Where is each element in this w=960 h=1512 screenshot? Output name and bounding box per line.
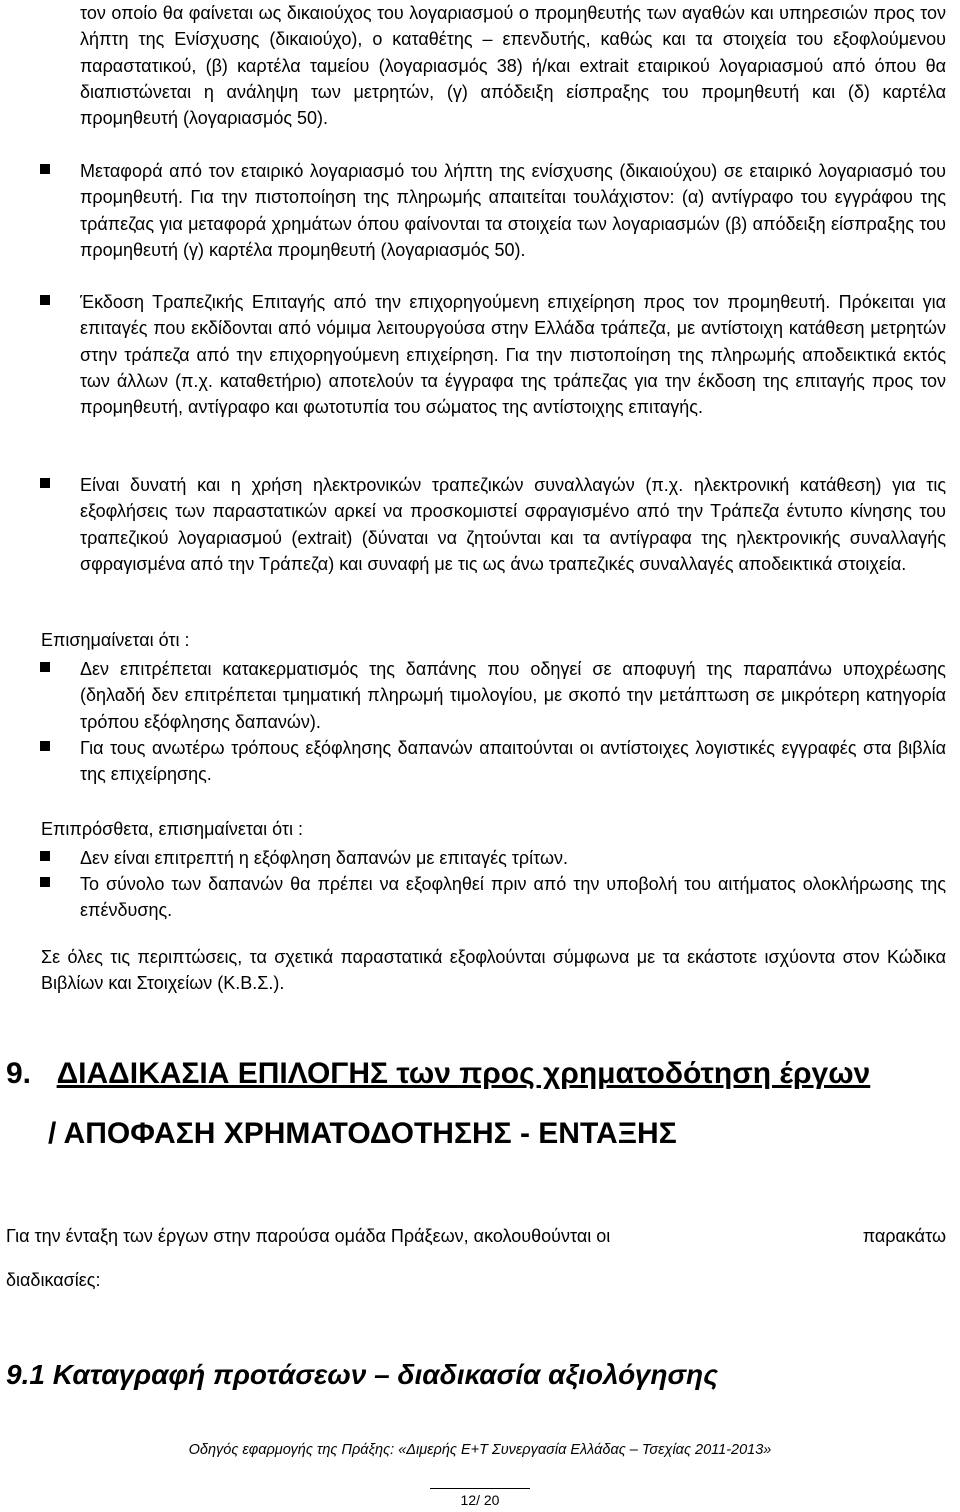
square-bullet-icon [40,877,50,887]
square-bullet-icon [40,295,50,305]
section-number: 9. [6,1057,32,1090]
list-item-text: Μεταφορά από τον εταιρικό λογαριασμό του λήπτη της ενίσχυσης (δικαιούχου) σε εταιρικό λογαριασμό του προμηθευτή. Για την πιστοποίηση της πληρωμής απαιτείται τουλάχιστον: (α) αντίγραφο του εγγράφου της τράπεζας για μεταφορά χρημάτων όπου φαίνονται τα στοιχεία των λογαριασμών (β) απόδειξη είσπραξης του προμηθευτή (γ) καρτέλα προμηθευτή (λογαριασμός 50). [80,161,946,260]
list-item-text: Το σύνολο των δαπανών θα πρέπει να εξοφληθεί πριν από την υποβολή του αιτήματος ολοκλήρωσης της επένδυσης. [80,874,946,921]
square-bullet-icon [40,164,50,174]
list-item [80,158,946,263]
list-item-text: Είναι δυνατή και η χρήση ηλεκτρονικών τραπεζικών συναλλαγών (π.χ. ηλεκτρονική κατάθεση) για τις εξοφλήσεις των παραστατικών αρκεί να προσκομιστεί σφραγισμένο από την Τράπεζα έντυπο κίνησης του τραπεζικού λογαριασμού (extrait) (δύναται να ζητούνται και τα αντίγραφα της ηλεκτρονικής συναλλαγής σφραγισμένα από την Τράπεζα) και συναφή με τις ως άνω τραπεζικές συναλλαγές αποδεικτικά στοιχεία. [80,475,946,574]
footer-text: Οδηγός εφαρμογής της Πράξης: «Διμερής Ε+Τ Συνεργασία Ελλάδας – Τσεχίας 2011-2013» [188,1442,772,1458]
closing-paragraph: Σε όλες τις περιπτώσεις, τα σχετικά παραστατικά εξοφλούνται σύμφωνα με τα εκάστοτε ισχύοντα στον Κώδικα Βιβλίων και Στοιχείων (Κ.Β.Σ.). [41,947,946,994]
page-number: 12/ 20 [460,1492,500,1508]
list-item [80,472,946,577]
list-item [80,656,946,735]
list-item [80,289,946,420]
list-item [80,735,946,788]
section-title: ΔΙΑΔΙΚΑΣΙΑ ΕΠΙΛΟΓΗΣ των προς χρηματοδότηση έργων [56,1057,871,1090]
square-bullet-icon [40,741,50,751]
intro-text-end: παρακάτω [862,1226,946,1246]
subsection-title: Καταγραφή προτάσεων – διαδικασία αξιολόγησης [52,1359,719,1390]
footer-divider [430,1488,530,1489]
square-bullet-icon [40,662,50,672]
list-item-text: Έκδοση Τραπεζικής Επιταγής από την επιχορηγούμενη επιχείρηση προς τον προμηθευτή. Πρόκειται για επιταγές που εκδίδονται από νόμιμα λειτουργούσα στην Ελλάδα τράπεζα, με αντίστοιχη κατάθεση μετρητών στην τράπεζα από την επιχορηγούμενη επιχείρηση. Για την πιστοποίηση της πληρωμής αποδεικτικά εκτός των άλλων (π.χ. καταθετήριο) αποτελούν τα έγγραφα της τράπεζας για την έκδοση της επιταγής προς τον προμηθευτή, αντίγραφο και φωτοτυπία του σώματος της αντίστοιχης επιταγής. [80,292,946,418]
subsection-number: 9.1 [6,1359,45,1390]
section-9-intro [6,1214,946,1302]
note-intro: Επιπρόσθετα, επισημαίνεται ότι : [41,819,303,839]
intro-text-continued: διαδικασίες: [6,1270,101,1290]
continuation-paragraph: τον οποίο θα φαίνεται ως δικαιούχος του λογαριασμού ο προμηθευτής των αγαθών και υπηρεσιών προς τον λήπτη της Ενίσχυσης (δικαιούχο), ο καταθέτης – επενδυτής, καθώς και τα στοιχεία του εξοφλούμενου παραστατικού, (β) καρτέλα ταμείου (λογαριασμός 38) ή/και extrait εταιρικού λογαριασμού από όπου θα διαπιστώνεται η ανάληψη των μετρητών, (γ) απόδειξη είσπραξης του προμηθευτή και (δ) καρτέλα προμηθευτή (λογαριασμός 50). [80,3,946,129]
list-item-text: Για τους ανωτέρω τρόπους εξόφλησης δαπανών απαιτούνται οι αντίστοιχες λογιστικές εγγραφές στα βιβλία της επιχείρησης. [80,738,946,785]
list-item-text: Δεν είναι επιτρεπτή η εξόφληση δαπανών με επιταγές τρίτων. [80,848,569,868]
section-9-heading [6,1057,956,1151]
list-item [80,845,946,871]
note-intro: Επισημαίνεται ότι : [41,630,190,650]
section-subtitle: / ΑΠΟΦΑΣΗ ΧΡΗΜΑΤΟΔΟΤΗΣΗΣ - ΕΝΤΑΞΗΣ [48,1117,677,1150]
section-9-1-heading [6,1359,956,1391]
intro-text: Για την ένταξη των έργων στην παρούσα ομάδα Πράξεων, ακολουθούνται οι [6,1226,611,1246]
square-bullet-icon [40,851,50,861]
square-bullet-icon [40,478,50,488]
list-item [80,871,946,924]
list-item-text: Δεν επιτρέπεται κατακερματισμός της δαπάνης που οδηγεί σε αποφυγή της παραπάνω υποχρέωσης (δηλαδή δεν επιτρέπεται τμηματική πληρωμή τιμολογίου, με σκοπό την μετάπτωση σε μικρότερη κατηγορία τρόπου εξόφλησης δαπανών). [80,659,946,732]
